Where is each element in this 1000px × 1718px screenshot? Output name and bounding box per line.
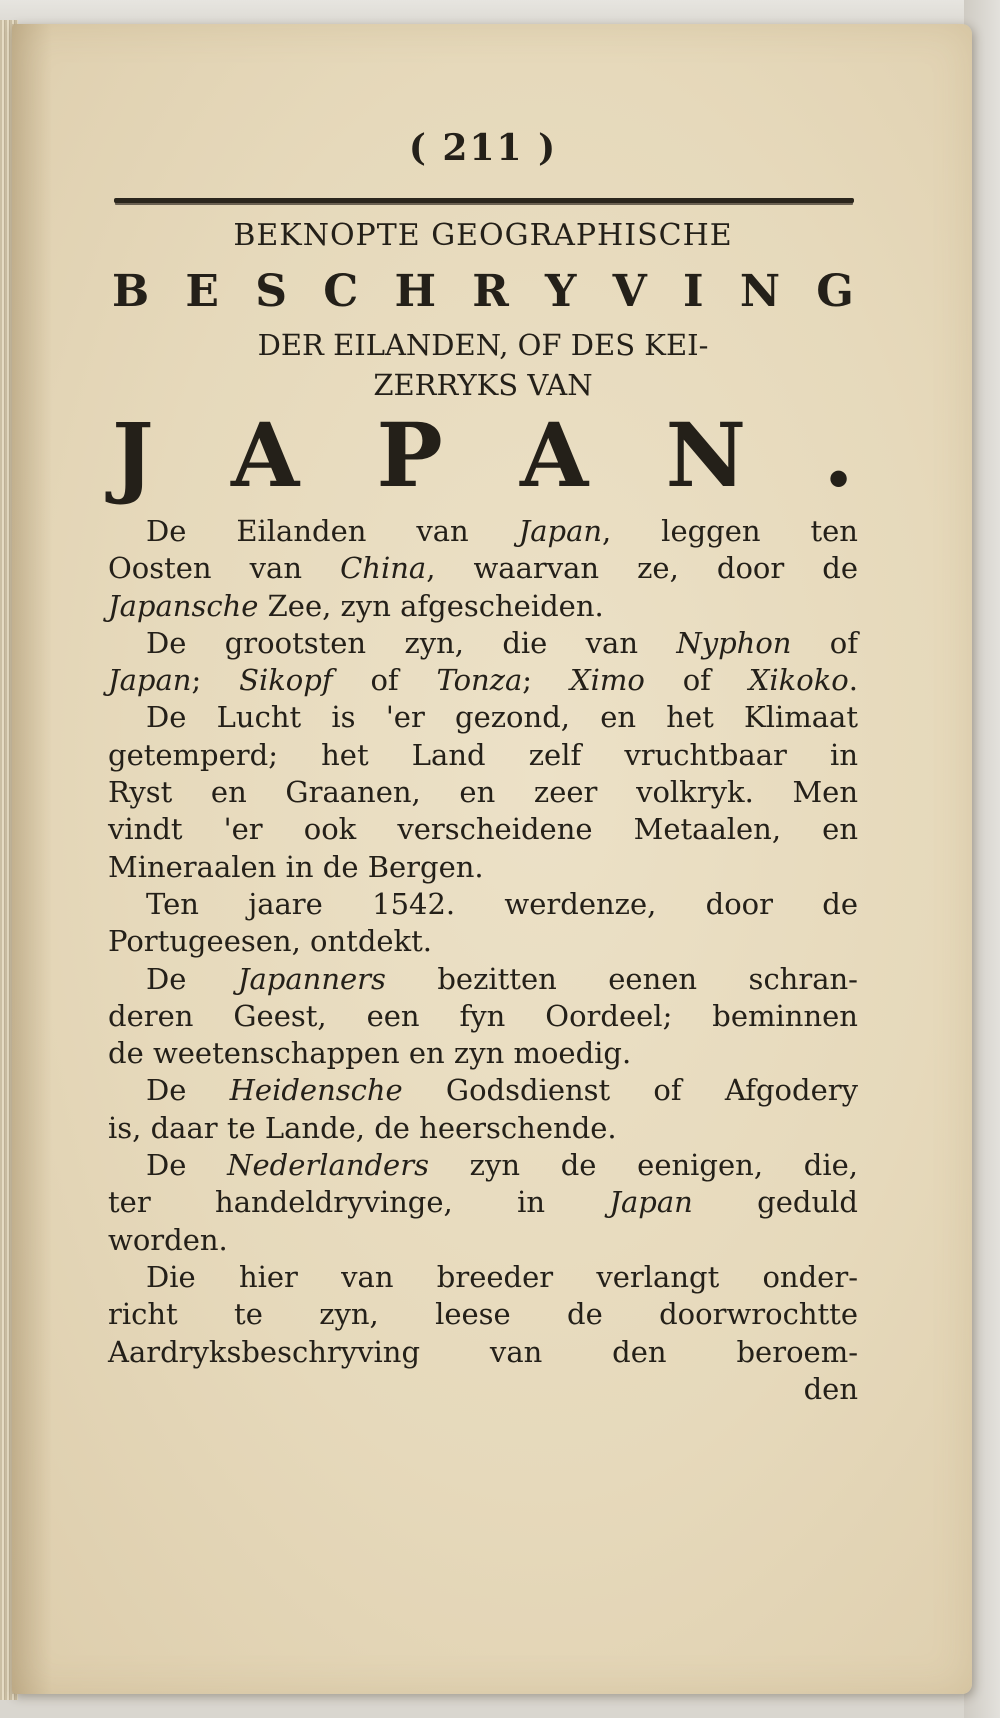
heading-letter: G	[816, 266, 854, 317]
text-run: of	[791, 625, 858, 660]
text-line	[108, 849, 858, 886]
text-run: getemperd; het Land zelf vruchtbaar in	[108, 737, 858, 772]
text-line	[108, 1334, 858, 1371]
text-run: , leggen ten	[602, 514, 858, 548]
text-run: De	[146, 1073, 230, 1108]
text-line	[108, 699, 858, 736]
text-line	[108, 1184, 858, 1221]
text-line	[108, 1259, 858, 1296]
text-run: De grootsten zyn, die van	[146, 625, 677, 660]
text-run: Portugeesen, ontdekt.	[108, 924, 432, 959]
heading-letter: B	[112, 266, 150, 317]
text-run: .	[848, 663, 858, 698]
heading-letter: .	[823, 403, 854, 507]
text-run: of	[332, 663, 437, 698]
text-run: bezitten eenen schran-	[385, 961, 858, 996]
text-line	[108, 625, 858, 662]
page-text-block	[108, 124, 858, 1408]
text-run: vindt 'er ook verscheidene Metaalen, en	[108, 812, 858, 847]
heading-letter: H	[394, 266, 437, 317]
text-run: Die hier van breeder verlangt onder-	[146, 1259, 858, 1294]
text-run: De	[146, 1148, 228, 1183]
heading-letter: C	[323, 266, 359, 317]
text-line	[108, 923, 858, 960]
text-line	[108, 774, 858, 811]
italic-run: Japan	[609, 1185, 693, 1220]
text-run: Zee, zyn afgescheiden.	[258, 588, 604, 623]
italic-run: Japan	[108, 663, 192, 698]
italic-run: Xikoko	[748, 663, 849, 698]
text-line	[108, 1035, 858, 1072]
text-run: Oosten van	[108, 551, 341, 586]
text-run: is, daar te Lande, de heerschende.	[108, 1110, 617, 1145]
heading-letter: P	[376, 403, 443, 507]
text-line	[108, 1147, 858, 1184]
text-run: ;	[191, 663, 240, 698]
text-run: Mineraalen in de Bergen.	[108, 849, 484, 884]
text-line	[108, 1222, 858, 1259]
italic-run: Heidensche	[229, 1073, 403, 1108]
heading-letter: N	[739, 266, 781, 317]
text-run: worden.	[108, 1222, 228, 1257]
heading-line-4	[108, 405, 858, 505]
italic-run: Sikopf	[239, 663, 333, 698]
body-text	[108, 513, 858, 1408]
text-run: De Lucht is 'er gezond, en het Klimaat	[146, 700, 858, 735]
text-run: den	[803, 1371, 858, 1406]
header-rule	[114, 198, 854, 203]
text-run: of	[644, 663, 749, 698]
text-line	[108, 550, 858, 587]
italic-run: Tonza	[436, 663, 523, 698]
text-line	[108, 811, 858, 848]
italic-run: China	[340, 551, 427, 586]
text-line	[108, 513, 858, 550]
text-run: de weetenschappen en zyn moedig.	[108, 1036, 632, 1071]
italic-run: Japan	[518, 514, 603, 548]
text-run: De Eilanden van	[146, 514, 519, 548]
text-run: De	[146, 961, 238, 996]
heading-letter: A	[519, 403, 589, 507]
text-line	[108, 588, 858, 625]
text-line	[108, 886, 858, 923]
heading-letter: N	[665, 403, 746, 507]
text-run: deren Geest, een fyn Oordeel; beminnen	[108, 998, 858, 1033]
italic-run: Nederlanders	[227, 1148, 429, 1183]
text-line	[108, 737, 858, 774]
text-run: zyn de eenigen, die,	[428, 1148, 858, 1183]
heading-line-1: BEKNOPTE GEOGRAPHISCHE	[233, 218, 733, 253]
text-line	[108, 662, 858, 699]
heading-line-3a: DER EILANDEN, OF DES KEI-	[257, 328, 709, 362]
text-line	[108, 1110, 858, 1147]
heading-line-2	[108, 259, 858, 325]
heading-letter: J	[112, 403, 154, 507]
book-page	[12, 24, 972, 1694]
text-run: Ryst en Graanen, en zeer volkryk. Men	[108, 775, 858, 810]
text-run: richt te zyn, leese de doorwrochtte	[108, 1297, 858, 1332]
page-number: ( 211 )	[408, 127, 558, 169]
text-run: Ten jaare 1542. werdenze, door de	[146, 886, 858, 921]
text-line	[108, 998, 858, 1035]
heading-line-3b: ZERRYKS VAN	[373, 368, 593, 402]
heading-letter: V	[612, 266, 647, 317]
heading-letter: I	[683, 266, 704, 317]
italic-run: Japansche	[108, 588, 259, 623]
text-run: ;	[522, 663, 570, 698]
text-run: ter handeldryvinge, in	[108, 1185, 610, 1220]
heading-letter: A	[230, 403, 300, 507]
text-line	[108, 961, 858, 998]
heading-letter: E	[185, 266, 219, 317]
text-run: , waarvan ze, door de	[426, 551, 859, 586]
heading-letter: R	[472, 266, 509, 317]
heading-letter: S	[255, 266, 287, 317]
heading-letter: Y	[545, 266, 577, 317]
text-line	[108, 1296, 858, 1333]
italic-run: Japanners	[237, 961, 386, 996]
italic-run: Nyphon	[676, 625, 792, 660]
text-line	[108, 1072, 858, 1109]
text-run: Godsdienst of Afgodery	[402, 1073, 858, 1108]
italic-run: Ximo	[569, 663, 645, 698]
text-run: geduld	[692, 1185, 858, 1220]
text-run: Aardryksbeschryving van den beroem-	[108, 1334, 858, 1369]
text-line	[108, 1371, 858, 1408]
